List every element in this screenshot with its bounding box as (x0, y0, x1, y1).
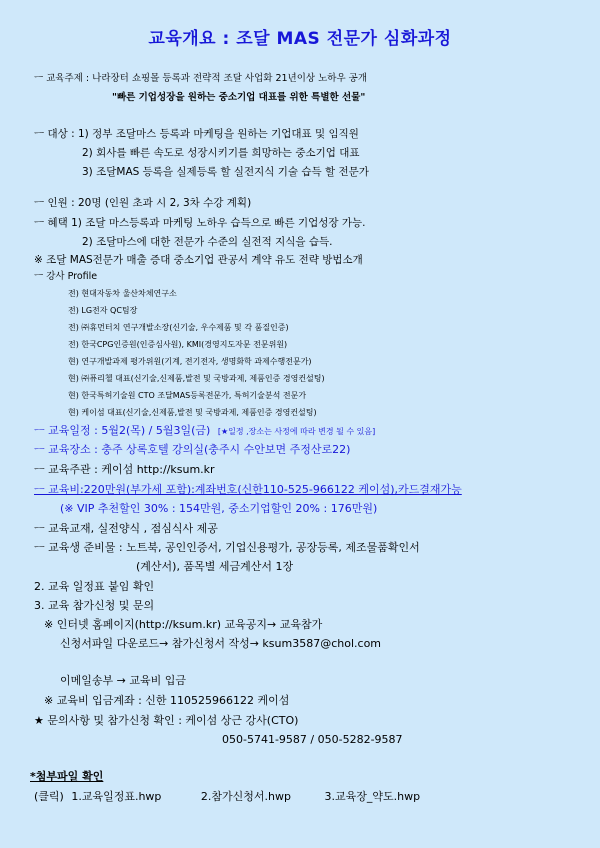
benefit-line-2: 2) 조달마스에 대한 전문가 수준의 실전적 지식을 습득. (82, 236, 333, 248)
attachment-link-map[interactable]: 3.교육장_약도.hwp (324, 790, 421, 803)
contact-line: ★ 문의사항 및 참가신청 확인 : 케이섬 상근 강사(CTO) (34, 714, 299, 727)
schedule-place: ㅡ 교육장소 : 충주 상록호텔 강의실(충주시 수안보면 주정산로22) (34, 443, 351, 456)
schedule-prep-1: ㅡ 교육생 준비물 : 노트북, 공인인증서, 기업신용평가, 공장등록, 제조물품확인서 (34, 541, 420, 554)
attachments-header: *첨부파일 확인 (30, 770, 104, 783)
instructor-item: 현) 케이섬 대표(신기술,신제품,발전 및 국방과제, 제품인증 경영컨설팅) (68, 408, 317, 417)
phone-line: 050-5741-9587 / 050-5282-9587 (222, 733, 403, 746)
schedule-discount: (※ VIP 추천할인 30% : 154만원, 중소기업할인 20% : 176만원) (60, 502, 378, 515)
attachment-link-application[interactable]: 2.참가신청서.hwp (200, 790, 291, 803)
page-title: 교육개요 : 조달 MAS 전문가 심화과정 (148, 29, 452, 49)
target-line-3: 3) 조달MAS 등록을 실제등록 할 실전지식 기술 습득 할 전문가 (82, 166, 369, 178)
instructor-item: 전) 현대자동차 울산차체연구소 (68, 289, 177, 298)
instructor-item: 현) ㈜퓨리첼 대표(신기술,신제품,발전 및 국방과제, 제품인증 경영컨설팅) (68, 374, 325, 383)
instructor-item: 현) 한국특허기술원 CTO 조달MAS등록전문가, 특허기술분석 전문가 (68, 391, 307, 400)
schedule-date-note: [★일정 ,장소는 사정에 따라 변경 될 수 있음] (217, 427, 376, 436)
schedule-prep-2: (계산서), 품목별 세금계산서 1장 (136, 560, 294, 573)
target-line-1: ㅡ 대상 : 1) 정부 조달마스 등록과 마케팅을 원하는 기업대표 및 임직원 (34, 128, 359, 140)
attachments-row (34, 790, 420, 804)
instructor-item: 전) 한국CPG인증원(인증심사원), KMI(경영지도자문 전문위원) (68, 340, 288, 349)
capacity-line: ㅡ 인원 : 20명 (인원 초과 시 2, 3차 수강 계획) (34, 197, 252, 209)
instructor-item: 현) 연구개발과제 평가위원(기계, 전기전자, 생명화학 과제수행전문가) (68, 357, 312, 366)
topic-line: ㅡ 교육주제 : 나라장터 쇼핑몰 등록과 전략적 조달 사업화 21년이상 노하우 공개 (34, 73, 367, 84)
benefit-line-1: ㅡ 혜택 1) 조달 마스등록과 마케팅 노하우 습득으로 빠른 기업성장 가능. (34, 217, 366, 229)
step-2: 2. 교육 일정표 붙임 확인 (34, 580, 155, 593)
schedule-fee[interactable]: ㅡ 교육비:220만원(부가세 포함):계좌번호(신한110-525-966122 케이섬),카드결재가능 (34, 483, 462, 496)
step-3: 3. 교육 참가신청 및 문의 (34, 599, 155, 612)
click-label: (클릭) (34, 790, 64, 803)
schedule-materials: ㅡ 교육교재, 실전양식 , 점심식사 제공 (34, 522, 218, 535)
slogan-line: "빠른 기업성장을 원하는 중소기업 대표를 위한 특별한 선물" (112, 92, 366, 103)
schedule-host: ㅡ 교육주관 : 케이섬 http://ksum.kr (34, 463, 215, 476)
apply-line-2[interactable]: 신청서파일 다운로드→ 참가신청서 작성→ ksum3587@chol.com (60, 637, 382, 650)
target-line-2: 2) 회사를 빠른 속도로 성장시키기를 희망하는 중소기업 대표 (82, 147, 360, 159)
email-line: 이메일송부 → 교육비 입금 (60, 674, 186, 687)
schedule-date (34, 424, 375, 439)
note-line: ※ 조달 MAS전문가 매출 증대 중소기업 관공서 계약 유도 전략 방법소개 (34, 254, 363, 266)
instructor-header: ㅡ 강사 Profile (34, 271, 98, 282)
attachment-link-schedule[interactable]: 1.교육일정표.hwp (71, 790, 162, 803)
instructor-item: 전) ㈜휴먼터치 연구개발소장(신기술, 우수제품 및 각 품질인증) (68, 323, 289, 332)
account-line: ※ 교육비 입금계좌 : 신한 110525966122 케이섬 (44, 694, 290, 707)
instructor-item: 전) LG전자 QC팀장 (68, 306, 138, 315)
apply-line-1[interactable]: ※ 인터넷 홈페이지(http://ksum.kr) 교육공지→ 교육참가 (44, 618, 323, 631)
schedule-date-text: ㅡ 교육일정 : 5월2(목) / 5월3일(금) (34, 424, 211, 437)
